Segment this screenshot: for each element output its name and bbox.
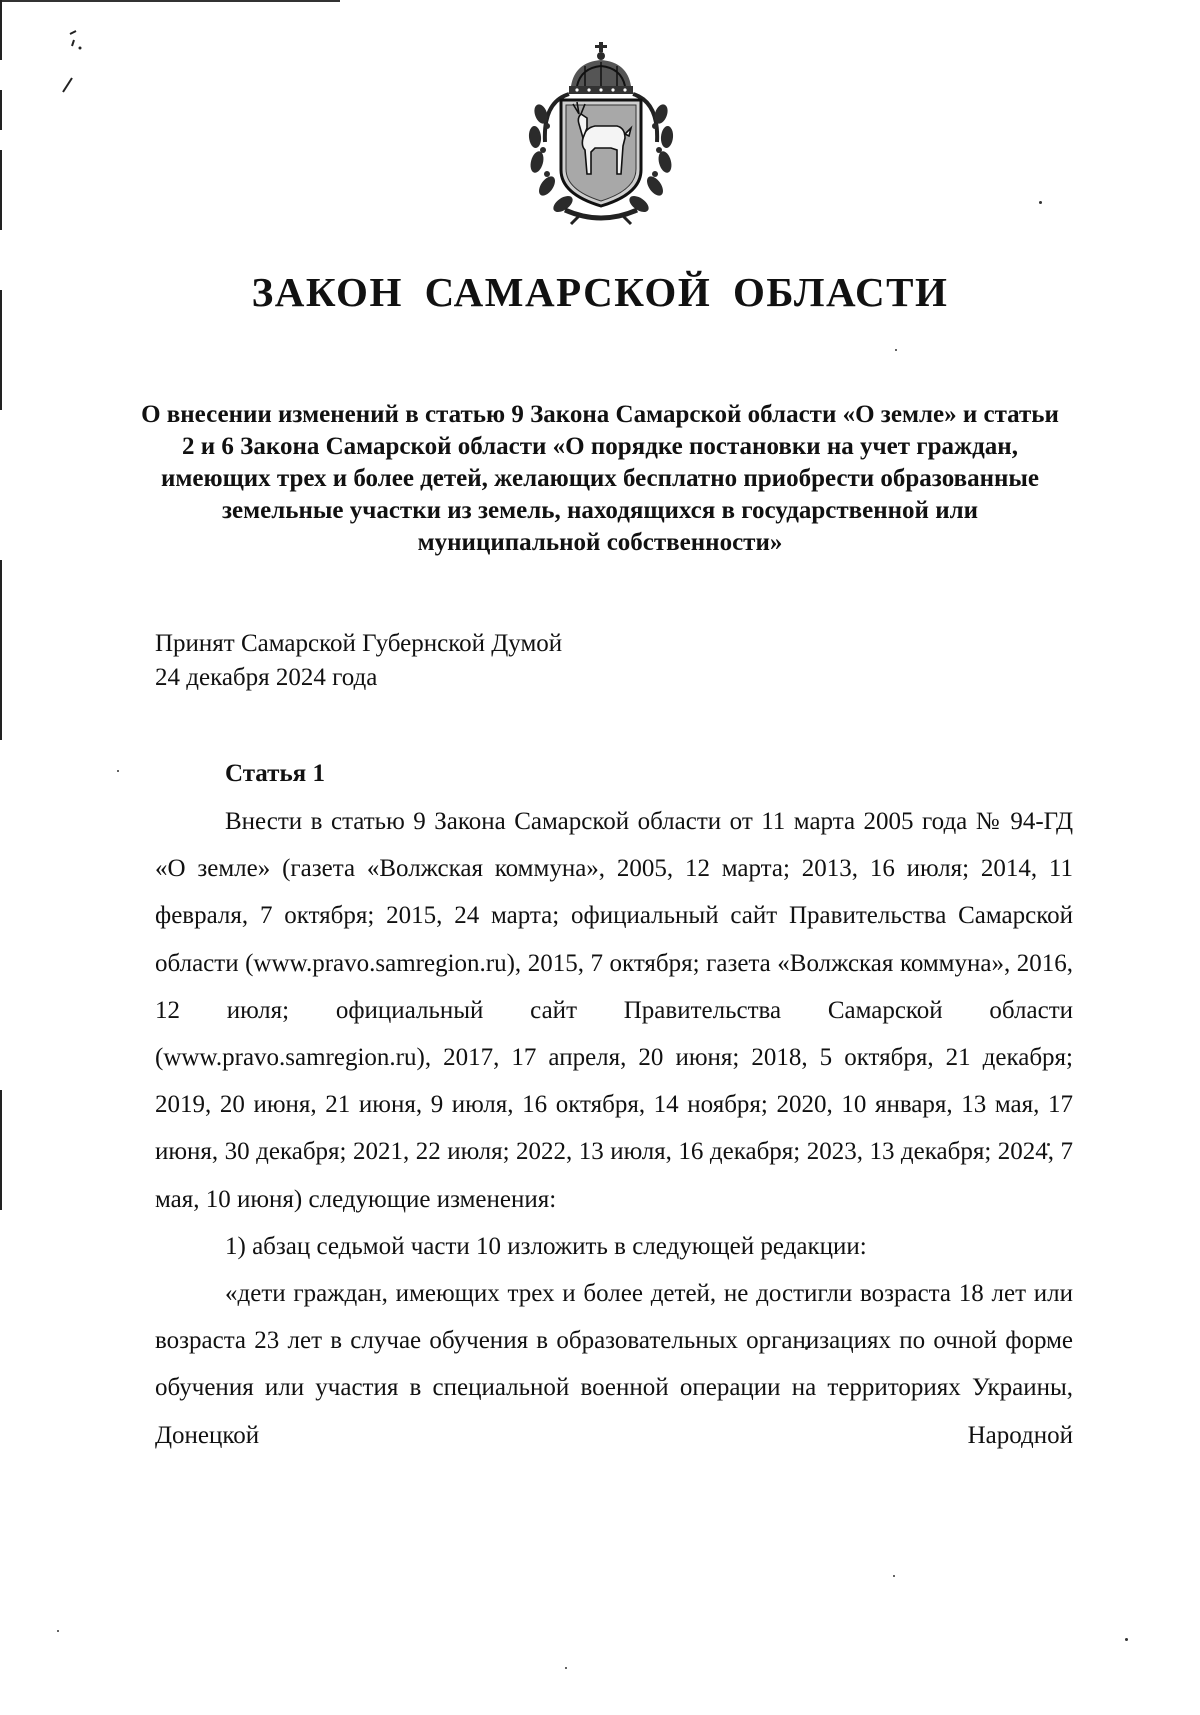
samara-region-coat-of-arms-icon (525, 42, 677, 228)
document-subtitle: О внесении изменений в статью 9 Закона Самарской области «О земле» и статьи 2 и 6 Закона Самарской области «О порядке постановки на учет граждан, имеющих трех и более детей, желающих бесплатно приобрести образованные земельные участки из земель, находящихся в государственной или муниципальной собственности» (141, 401, 1059, 556)
scan-speck (1125, 1638, 1128, 1641)
scan-speck (565, 1667, 567, 1669)
adopted-by: Принят Самарской Губернской Думой (155, 630, 563, 657)
adoption-block (155, 627, 562, 695)
scan-speck (895, 349, 897, 351)
article-paragraph: Внести в статью 9 Закона Самарской области от 11 марта 2005 года № 94-ГД «О земле» (газета «Волжская коммуна», 2005, 12 марта; 2013, 16 июля; 2014, 11 февраля, 7 октября; 2015, 24 марта; официальный сайт Правительства Самарской области (www.pravo.samregion.ru), 2015, 7 октября; газета «Волжская коммуна», 2016, 12 июля; официальный сайт Правительства Самарской области (www.pravo.samregion.ru), 2017, 17 апреля, 20 июня; 2018, 5 октября, 21 декабря; 2019, 20 июня, 21 июня, 9 июля, 16 октября, 14 ноября; 2020, 10 января, 13 мая, 17 июня, 30 декабря; 2021, 22 июля; 2022, 13 июля, 16 декабря; 2023, 13 декабря; 2024, 7 мая, 10 июня) следующие изменения: (155, 808, 1073, 1213)
document-title: ЗАКОН САМАРСКОЙ ОБЛАСТИ (251, 269, 949, 315)
article-paragraph: 1) абзац седьмой части 10 изложить в следующей редакции: (225, 1232, 867, 1260)
scan-edge-top (0, 0, 340, 2)
scan-speck (117, 770, 119, 772)
article-body (155, 798, 1073, 1459)
scan-speck (57, 1630, 59, 1632)
pen-mark (28, 26, 88, 96)
scan-speck (893, 1575, 895, 1577)
scan-edge-left (0, 1090, 2, 1210)
scan-speck (1039, 201, 1042, 204)
scan-edge-left (0, 560, 2, 740)
article-heading: Статья 1 (225, 760, 325, 787)
article-paragraph: «дети граждан, имеющих трех и более детей, не достигли возраста 18 лет или возраста 23 лет в случае обучения в образовательных организациях по очной форме обучения или участия в специальной военной операции на территориях Украины, Донецкой Народной (155, 1280, 1073, 1449)
scan-edge-left (0, 90, 2, 130)
adopted-date: 24 декабря 2024 года (155, 664, 378, 691)
scan-edge-left (0, 150, 2, 230)
scan-edge-left (0, 0, 2, 60)
